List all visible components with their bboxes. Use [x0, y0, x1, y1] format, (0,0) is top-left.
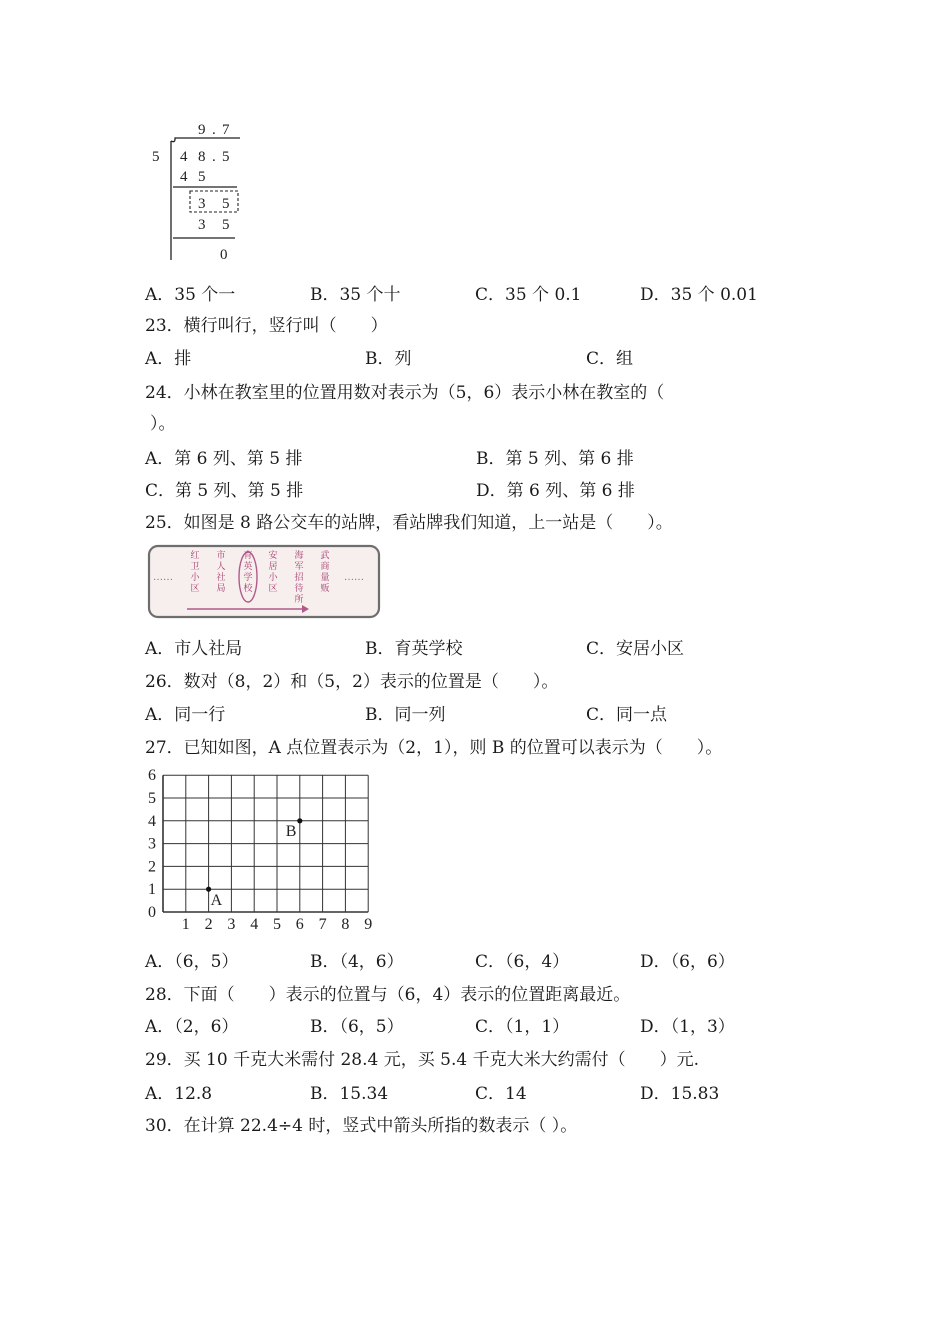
- bus-stop: 红卫小区: [190, 550, 200, 593]
- y-tick-label: 2: [148, 858, 156, 876]
- bus-stop-sign: [147, 544, 382, 620]
- question-stem-cont: ）。: [150, 414, 176, 434]
- dividend-digit: 4: [180, 149, 188, 165]
- dots-right: ……: [344, 572, 364, 583]
- option-b[interactable]: B．15.34: [310, 1084, 389, 1104]
- option-a[interactable]: A．第 6 列、第 5 排: [145, 449, 303, 469]
- option-b[interactable]: B．（6，5）: [310, 1017, 404, 1037]
- option-c[interactable]: C．14: [475, 1084, 527, 1104]
- option-d[interactable]: D．35 个 0.01: [640, 285, 758, 305]
- y-tick-label: 3: [148, 835, 156, 853]
- y-tick-label: 0: [148, 904, 156, 921]
- question-stem: 29．买 10 千克大米需付 28.4 元，买 5.4 千克大米大约需付（ ）元.: [145, 1050, 699, 1070]
- question-stem: 23．横行叫行，竖行叫（ ）: [145, 316, 388, 336]
- option-b[interactable]: B．第 5 列、第 6 排: [476, 449, 634, 469]
- x-tick-label: 7: [318, 916, 327, 933]
- option-c[interactable]: C．组: [586, 349, 634, 369]
- question-stem: 26．数对（8，2）和（5，2）表示的位置是（ ）。: [145, 672, 559, 692]
- option-d[interactable]: D．（6，6）: [640, 952, 735, 972]
- question-stem: 27．已知如图，A 点位置表示为（2，1），则 B 的位置可以表示为（ ）。: [145, 738, 723, 758]
- option-a[interactable]: A．市人社局: [145, 639, 243, 659]
- coordinate-grid-chart: [140, 765, 380, 935]
- option-c[interactable]: C．同一点: [586, 705, 668, 725]
- y-tick-label: 5: [148, 790, 156, 807]
- boxed-digit: 3: [198, 196, 206, 212]
- point-label-a: A: [210, 892, 223, 910]
- x-tick-label: 2: [204, 916, 213, 933]
- question-stem: 30．在计算 22.4÷4 时，竖式中箭头所指的数表示（ ）。: [145, 1116, 578, 1136]
- quotient-digit: 9: [198, 122, 206, 138]
- y-tick-label: 6: [148, 767, 156, 785]
- option-a[interactable]: A．12.8: [145, 1084, 213, 1104]
- point-b: [297, 818, 302, 823]
- boxed-digit: 5: [222, 196, 230, 212]
- bus-stop: 武商量贩: [320, 550, 330, 593]
- x-tick-label: 3: [227, 916, 236, 933]
- option-a[interactable]: A．（2，6）: [145, 1017, 239, 1037]
- x-tick-label: 1: [181, 916, 190, 933]
- option-a[interactable]: A．35 个一: [145, 285, 236, 305]
- quotient-digit: 7: [222, 122, 230, 138]
- option-c[interactable]: C．35 个 0.1: [475, 285, 582, 305]
- step1-digit: 4: [180, 169, 188, 185]
- option-b[interactable]: B．35 个十: [310, 285, 401, 305]
- option-b[interactable]: B．育英学校: [365, 639, 463, 659]
- option-d[interactable]: D．15.83: [640, 1084, 720, 1104]
- x-tick-label: 9: [364, 916, 373, 933]
- option-b[interactable]: B．同一列: [365, 705, 446, 725]
- option-a[interactable]: A．排: [145, 349, 192, 369]
- bus-stop: 海军招待所: [294, 550, 304, 604]
- option-b[interactable]: B．（4，6）: [310, 952, 404, 972]
- dots-left: ……: [153, 572, 173, 583]
- y-tick-label: 1: [148, 881, 156, 899]
- option-d[interactable]: D．第 6 列、第 6 排: [476, 481, 635, 501]
- x-tick-label: 8: [341, 916, 350, 933]
- remainder: 0: [220, 247, 228, 263]
- option-d[interactable]: D．（1，3）: [640, 1017, 735, 1037]
- option-a[interactable]: A．（6，5）: [145, 952, 239, 972]
- point-a: [206, 887, 211, 892]
- bus-stop-current: 育英学校: [243, 550, 253, 593]
- option-a[interactable]: A．同一行: [145, 705, 226, 725]
- option-c[interactable]: C．第 5 列、第 5 排: [145, 481, 304, 501]
- option-b[interactable]: B．列: [365, 349, 412, 369]
- x-tick-label: 4: [250, 916, 259, 933]
- question-stem: 24．小林在教室里的位置用数对表示为（5，6）表示小林在教室的（: [145, 383, 665, 403]
- option-c[interactable]: C．（6，4）: [475, 952, 570, 972]
- question-stem: 25．如图是 8 路公交车的站牌，看站牌我们知道，上一站是（ ）。: [145, 513, 673, 533]
- dividend-digit: 8: [198, 149, 206, 165]
- step2-digit: 5: [222, 217, 230, 233]
- step2-digit: 3: [198, 217, 206, 233]
- dividend-digit: .: [212, 149, 216, 165]
- point-label-b: B: [285, 822, 297, 840]
- dividend-digit: 5: [222, 149, 230, 165]
- x-tick-label: 5: [273, 916, 281, 933]
- option-c[interactable]: C．（1，1）: [475, 1017, 570, 1037]
- long-division-figure: [145, 115, 255, 270]
- quotient-digit: .: [212, 122, 216, 138]
- question-stem: 28．下面（ ）表示的位置与（6，4）表示的位置距离最近。: [145, 985, 631, 1005]
- y-tick-label: 4: [148, 812, 156, 830]
- bus-stop: 市人社局: [216, 550, 226, 593]
- step1-digit: 5: [198, 169, 206, 185]
- x-tick-label: 6: [295, 916, 304, 933]
- option-c[interactable]: C．安居小区: [586, 639, 685, 659]
- divisor: 5: [152, 149, 160, 165]
- bus-stop: 安居小区: [268, 550, 278, 593]
